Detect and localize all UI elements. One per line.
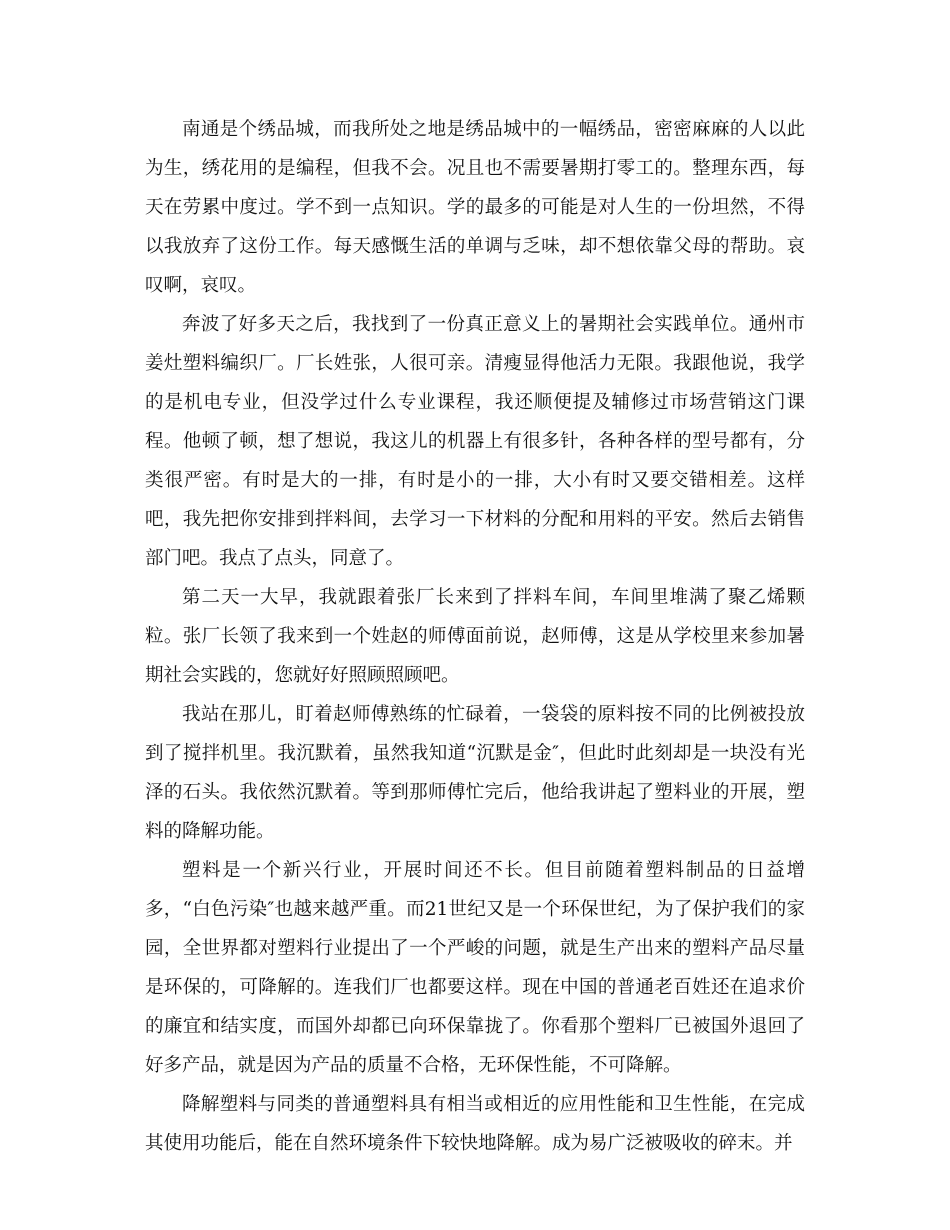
document-page (145, 110, 805, 1163)
paragraph-1: 南通是个绣品城，而我所处之地是绣品城中的一幅绣品，密密麻麻的人以此为生，绣花用的是编程，但我不会。况且也不需要暑期打零工的。整理东西，每天在劳累中度过。学不到一点知识。学的最多的可能是对人生的一份坦然，不得以我放弃了这份工作。每天感慨生活的单调与乏味，却不想依靠父母的帮助。哀叹啊，哀叹。 (145, 119, 805, 296)
paragraph-5: 塑料是一个新兴行业，开展时间还不长。但目前随着塑料制品的日益增多，“白色污染″也越来越严重。而21世纪又是一个环保世纪，为了保护我们的家园，全世界都对塑料行业提出了一个严峻的问题，就是生产出来的塑料产品尽量是环保的，可降解的。连我们厂也都要这样。现在中国的普通老百姓还在追求价的廉宜和结实度，而国外却都已向环保靠拢了。你看那个塑料厂已被国外退回了好多产品，就是因为产品的质量不合格，无环保性能，不可降解。 (145, 860, 805, 1076)
paragraph-4: 我站在那儿，盯着赵师傅熟练的忙碌着，一袋袋的原料按不同的比例被投放到了搅拌机里。我沉默着，虽然我知道“沉默是金″，但此时此刻却是一块没有光泽的石头。我依然沉默着。等到那师傅忙完后，他给我讲起了塑料业的开展，塑料的降解功能。 (145, 704, 805, 842)
paragraph-3: 第二天一大早，我就跟着张厂长来到了拌料车间，车间里堆满了聚乙烯颗粒。张厂长领了我来到一个姓赵的师傅面前说，赵师傅，这是从学校里来参加暑期社会实践的，您就好好照顾照顾吧。 (145, 587, 805, 686)
paragraph-6: 降解塑料与同类的普通塑料具有相当或相近的应用性能和卫生性能，在完成其使用功能后，能在自然环境条件下较快地降解。成为易广泛被吸收的碎末。并 (145, 1094, 805, 1154)
paragraph-2: 奔波了好多天之后，我找到了一份真正意义上的暑期社会实践单位。通州市姜灶塑料编织厂。厂长姓张，人很可亲。清瘦显得他活力无限。我跟他说，我学的是机电专业，但没学过什么专业课程，我还顺便提及辅修过市场营销这门课程。他顿了顿，想了想说，我这儿的机器上有很多针，各种各样的型号都有，分类很严密。有时是大的一排，有时是小的一排，大小有时又要交错相差。这样吧，我先把你安排到拌料间，去学习一下材料的分配和用料的平安。然后去销售部门吧。我点了点头，同意了。 (145, 314, 805, 569)
